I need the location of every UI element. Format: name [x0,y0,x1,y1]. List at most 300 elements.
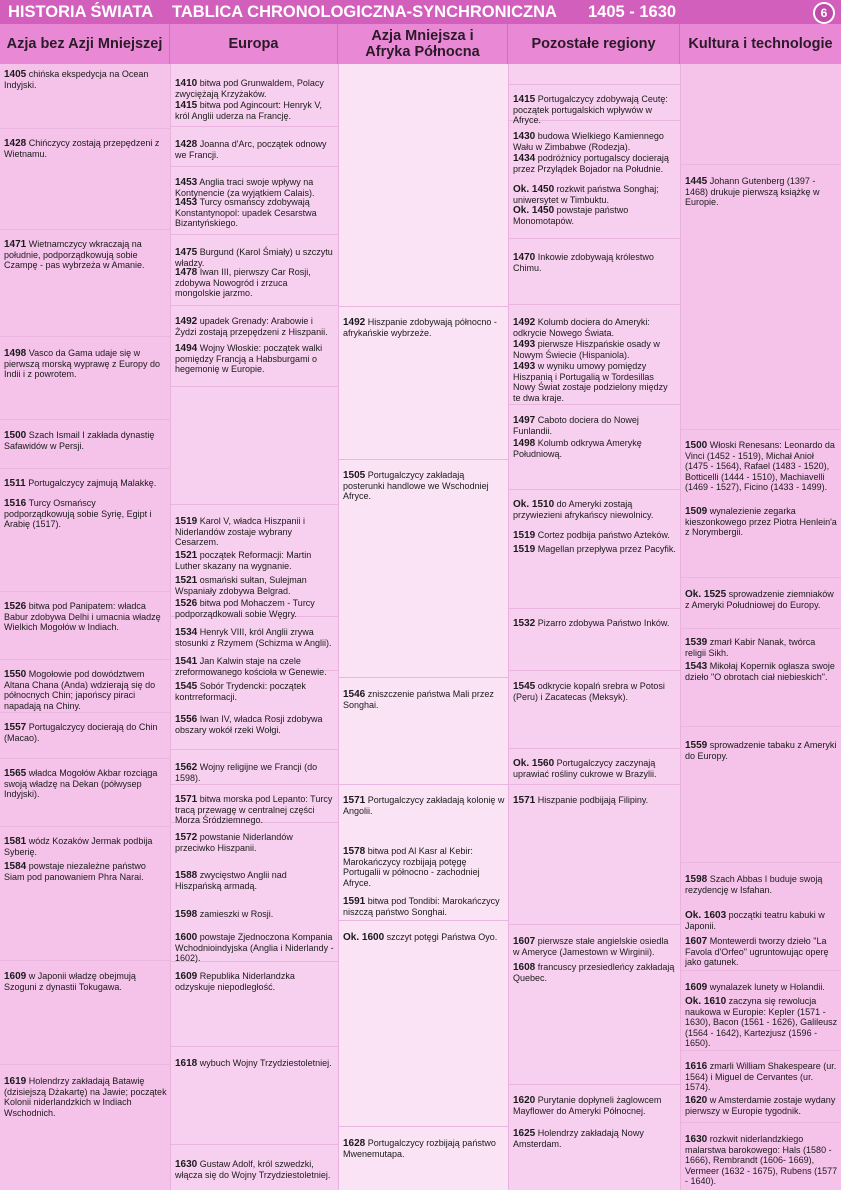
column-other-regions [508,64,680,1190]
timeline-entry-1571 [343,795,505,816]
entry-year: 1493 [513,339,536,350]
page-number-badge: 6 [813,2,835,24]
timeline-entry-1492 [175,316,335,337]
entry-year: Ok. 1610 [685,996,727,1007]
entry-text: Pizarro zdobywa Państwo Inków. [537,618,670,628]
entry-text: Szach Abbas I buduje swoją rezydencję w Isfahan. [685,874,823,896]
row-divider [171,386,338,387]
timeline-entry-ok-1510 [513,499,677,520]
entry-text: Portugalczycy zakładają kolonię w Angolii. [343,795,505,817]
entry-year: 1609 [685,982,708,993]
timeline-entry-1628 [343,1138,505,1159]
timeline-entry-1511 [4,478,167,489]
entry-text: Włoski Renesans: Leonardo da Vinci (1452 - 1519), Michał Anioł (1475 - 1564), Rafael (1483 - 1520), Botticelli (1444 - 1510), Machiavelli (1469 - 1527), Ficino (1433 - 1499). [685,440,835,492]
timeline-entry-ok-1450 [513,205,677,226]
timeline-entry-1546 [343,689,505,710]
entry-text: bitwa pod Tondibi: Marokańczycy niszczą państwo Songhai. [343,896,500,918]
entry-year: 1545 [175,681,198,692]
entry-text: początki teatru kabuki w Japonii. [685,910,825,932]
entry-year: 1475 [175,247,198,258]
entry-year: 1492 [343,317,366,328]
timeline-entry-1492 [343,317,505,338]
entry-text: Turcy Osmańscy podporządkowują sobie Syrię, Egipt i Arabię (1517). [4,498,152,530]
timeline-entry-ok-1600 [343,932,505,943]
entry-year: 1591 [343,896,366,907]
column-header-other-regions: Pozostałe regiony [508,24,680,64]
timeline-entry-1526 [175,598,335,619]
entry-year: 1430 [513,131,536,142]
timeline-entry-1526 [4,601,167,633]
row-divider [0,826,170,827]
row-divider [509,1084,680,1085]
entry-year: 1500 [685,440,708,451]
timeline-entry-1493 [513,361,677,403]
entry-text: Kolumb dociera do Ameryki: odkrycie Nowego Świata. [513,317,650,339]
entry-year: 1453 [175,197,198,208]
entry-text: Portugalczycy zaczynają uprawiać rośliny cukrowe w Brazylii. [513,758,657,780]
entry-year: 1607 [513,936,536,947]
timeline-entry-1625 [513,1128,677,1149]
column-header-asia-minor-africa: Azja Mniejsza i Afryka Północna [338,24,508,64]
entry-year: 1415 [513,94,536,105]
row-divider [0,468,170,469]
row-divider [339,1126,508,1127]
entry-text: Vasco da Gama udaje się w pierwszą morską wyprawę z Europy do Indii i z powrotem. [4,348,161,380]
timeline-entry-1532 [513,618,677,629]
timeline-entry-1550 [4,669,167,711]
entry-year: 1505 [343,470,366,481]
entry-year: 1550 [4,669,27,680]
entry-text: Chińczycy zostają przepędzeni z Wietnamu. [4,138,160,160]
row-divider [339,306,508,307]
timeline-entry-1497 [513,415,677,436]
entry-text: w Japonii władzę obejmują Szoguni z dynastii Tokugawa. [4,971,136,993]
entry-text: władca Mogołów Akbar rozciąga swoją władzę na Dekan (półwysep Indyjski). [4,768,158,800]
entry-text: Portugalczycy zdobywają Ceutę: początek portugalskich wpływów w Afryce. [513,94,668,126]
entry-year: 1607 [685,936,708,947]
timeline-entry-1415 [175,100,335,121]
row-divider [339,920,508,921]
row-divider [171,1144,338,1145]
timeline-entry-1620 [513,1095,677,1116]
entry-text: osmański sułtan, Sulejman Wspaniały zdobywa Belgrad. [175,575,307,597]
timeline-entry-1471 [4,239,167,271]
entry-year: 1494 [175,343,198,354]
entry-text: Sobór Trydencki: początek kontrreformacji. [175,681,306,703]
entry-year: 1516 [4,498,27,509]
title-bar [0,0,841,24]
timeline-entry-1588 [175,870,335,891]
entry-text: Hiszpanie podbijają Filipiny. [537,795,649,805]
row-divider [681,429,841,430]
entry-year: Ok. 1525 [685,589,727,600]
entry-year: 1559 [685,740,708,751]
entry-year: 1543 [685,661,708,672]
entry-text: Karol V, władca Hiszpanii i Niderlandów zostaje wybrany Cesarzem. [175,516,305,548]
row-divider [339,677,508,678]
entry-text: Mogołowie pod dowództwem Altana Chana (Anda) wdzierają się do północnych Chin; japońscy piraci napadają na Chiny. [4,669,156,711]
entry-text: Caboto dociera do Nowej Funlandii. [513,415,639,437]
timeline-entry-1598 [175,909,335,920]
entry-text: Cortez podbija państwo Azteków. [537,530,670,540]
entry-year: 1600 [175,932,198,943]
row-divider [171,234,338,235]
entry-year: Ok. 1450 [513,184,555,195]
timeline-entry-1581 [4,836,167,857]
entry-text: sprowadzenie tabaku z Ameryki do Europy. [685,740,837,762]
timeline-entry-1505 [343,470,505,502]
row-divider [681,164,841,165]
entry-year: 1572 [175,832,198,843]
column-culture [680,64,841,1190]
entry-year: 1565 [4,768,27,779]
entry-text: powstanie Niderlandów przeciwko Hiszpanii. [175,832,293,854]
entry-text: Jan Kalwin staje na czele zreformowanego kościoła w Genewie. [175,656,327,678]
timeline-entry-1453 [175,197,335,229]
entry-year: 1511 [4,478,26,489]
timeline-entry-1494 [175,343,335,375]
entry-text: początek Reformacji: Martin Luther skazany na wygnanie. [175,550,312,572]
timeline-entry-1541 [175,656,335,677]
timeline-entry-1619 [4,1076,167,1118]
row-divider [0,712,170,713]
timeline-entry-1618 [175,1058,335,1069]
entry-text: Holendrzy zakładają Nowy Amsterdam. [513,1128,644,1150]
timeline-entry-1591 [343,896,505,917]
entry-text: Montewerdi tworzy dzieło "La Favola d'Orfeo" ugruntowując operę jako gatunek. [685,936,829,968]
row-divider [171,305,338,306]
timeline-entry-1509 [685,506,838,538]
entry-year: 1471 [4,239,27,250]
entry-year: 1584 [4,861,27,872]
entry-year: 1562 [175,762,198,773]
row-divider [171,784,338,785]
entry-text: Wojny religijne we Francji (do 1598). [175,762,318,784]
entry-text: Wietnamczycy wkraczają na południe, podporządkowują sobie Czampę - pas wybrzeża w Amanie. [4,239,145,271]
row-divider [0,659,170,660]
year-range: 1405 - 1630 [588,3,677,21]
entry-text: Purytanie dopłyneli żaglowcem Mayflower do Ameryki Północnej. [513,1095,662,1117]
row-divider [171,749,338,750]
entry-text: zniszczenie państwa Mali przez Songhai. [343,689,494,711]
row-divider [0,419,170,420]
entry-text: Burgund (Karol Śmiały) u szczytu władzy. [175,247,333,269]
column-asia [0,64,170,1190]
entry-year: 1609 [175,971,198,982]
timeline-entry-1519 [513,544,677,555]
timeline-entry-1498 [513,438,677,459]
row-divider [681,628,841,629]
timeline-entry-1565 [4,768,167,800]
entry-year: 1588 [175,870,198,881]
row-divider [171,1046,338,1047]
timeline-entry-1430 [513,131,677,152]
entry-year: 1521 [175,575,198,586]
entry-text: powstaje niezależne państwo Siam pod panowaniem Phra Narai. [4,861,146,883]
row-divider [0,336,170,337]
entry-text: wynalazek lunety w Holandii. [709,982,825,992]
row-divider [509,748,680,749]
entry-year: 1608 [513,962,536,973]
entry-text: Portugalczycy zajmują Malakkę. [28,478,157,488]
entry-year: 1445 [685,176,708,187]
timeline-entry-1415 [513,94,677,126]
timeline-entry-1492 [513,317,677,338]
entry-year: Ok. 1560 [513,758,555,769]
timeline-entry-1598 [685,874,838,895]
timeline-entry-1521 [175,575,335,596]
entry-year: 1545 [513,681,536,692]
entry-text: zwycięstwo Anglii nad Hiszpańską armadą. [175,870,287,892]
entry-year: 1519 [175,516,198,527]
entry-text: Kolumb odkrywa Amerykę Południową. [513,438,642,460]
entry-year: 1598 [175,909,198,920]
entry-text: rozkwit państwa Songhaj; uniwersytet w Timbuktu. [513,184,659,206]
entry-text: budowa Wielkiego Kamiennego Wału w Zimbabwe (Rodezja). [513,131,664,153]
timeline-entry-1607 [513,936,677,957]
row-divider [509,404,680,405]
timeline-entry-1600 [175,932,335,964]
row-divider [681,1050,841,1051]
entry-text: rozkwit niderlandzkiego malarstwa barokowego: Hals (1580 - 1666), Rembrandt (1606- 1669), Vermeer (1632 - 1675), Rubens (1577 - 1640). [685,1134,838,1186]
row-divider [681,726,841,727]
entry-year: 1598 [685,874,708,885]
entry-text: szczyt potęgi Państwa Oyo. [386,932,498,942]
entry-year: 1620 [513,1095,536,1106]
entry-text: bitwa pod Al Kasr al Kebir: Marokańczycy rozbijają potęgę Portugalii w północno - zachodniej Afryce. [343,846,480,888]
row-divider [509,238,680,239]
entry-text: zmarł Kabir Nanak, twórca religii Sikh. [685,637,816,659]
entry-text: Portugalczycy docierają do Chin (Macao). [4,722,158,744]
row-divider [509,670,680,671]
entry-year: Ok. 1510 [513,499,555,510]
row-divider [509,924,680,925]
entry-year: 1534 [175,627,198,638]
entry-year: 1618 [175,1058,198,1069]
timeline-entry-ok-1560 [513,758,677,779]
entry-text: Holendrzy zakładają Batawię (dzisiejszą Dżakartę) na Jawie; początek Kolonii niderlandzkich w Indiach Wschodnich. [4,1076,167,1118]
entry-text: Portugalczycy rozbijają państwo Mwenemutapa. [343,1138,496,1160]
timeline-entry-1630 [175,1159,335,1180]
entry-year: Ok. 1603 [685,910,727,921]
entry-text: w wyniku umowy pomiędzy Hiszpanią i Portugalią w Tordesillas Nowy Świat zostaje podzielony między te dwa kraje. [513,361,668,403]
entry-year: 1500 [4,430,27,441]
timeline-entry-1475 [175,247,335,268]
entry-year: 1498 [513,438,536,449]
timeline-entry-1478 [175,267,335,299]
entry-text: bitwa morska pod Lepanto: Turcy tracą przewagę w centralnej części Morza Śródziemnego. [175,794,333,826]
timeline-entry-1571 [513,795,677,806]
entry-text: Republika Niderlandzka odzyskuje niepodległość. [175,971,295,993]
entry-text: Johann Gutenberg (1397 - 1468) drukuje pierwszą książkę w Europie. [685,176,820,208]
row-divider [681,862,841,863]
row-divider [681,970,841,971]
entry-text: Portugalczycy zakładają posterunki handlowe we Wschodniej Afryce. [343,470,489,502]
entry-year: 1630 [175,1159,198,1170]
timeline-entry-1562 [175,762,335,783]
entry-text: Mikołaj Kopernik ogłasza swoje dzieło "O obrotach ciał niebieskich". [685,661,835,683]
row-divider [171,126,338,127]
entry-text: do Ameryki zostają przywiezieni afrykańscy niewolnicy. [513,499,654,521]
entry-year: 1625 [513,1128,536,1139]
entry-year: 1428 [175,139,198,150]
timeline-entry-1572 [175,832,335,853]
row-divider [0,591,170,592]
entry-year: 1526 [4,601,27,612]
entry-year: 1521 [175,550,198,561]
entry-year: 1492 [513,317,536,328]
timeline-entry-1556 [175,714,335,735]
timeline-entry-1543 [685,661,838,682]
entry-year: 1453 [175,177,198,188]
entry-year: 1571 [513,795,536,806]
entry-text: sprowadzenie ziemniaków z Ameryki Południowej do Europy. [685,589,834,611]
entry-year: 1620 [685,1095,708,1106]
timeline-entry-1557 [4,722,167,743]
entry-year: 1557 [4,722,27,733]
entry-year: 1539 [685,637,708,648]
entry-text: pierwsze stałe angielskie osiedla w Ameryce (Jamestown w Wirginii). [513,936,669,958]
entry-text: francuscy przesiedleńcy zakładają Quebec. [513,962,675,984]
timeline-entry-1584 [4,861,167,882]
entry-year: 1619 [4,1076,27,1087]
timeline-entry-1493 [513,339,677,360]
row-divider [339,459,508,460]
entry-year: 1410 [175,78,198,89]
entry-text: pierwsze Hiszpańskie osady w Nowym Świecie (Hispaniola). [513,339,660,361]
timeline-entry-1500 [685,440,838,492]
page-subtitle: TABLICA CHRONOLOGICZNA-SYNCHRONICZNA [172,3,557,21]
entry-text: Joanna d'Arc, początek odnowy we Francji. [175,139,327,161]
entry-year: 1628 [343,1138,366,1149]
entry-text: Gustaw Adolf, król szwedzki, włącza się do Wojny Trzydziestoletniej. [175,1159,331,1181]
entry-year: 1581 [4,836,27,847]
timeline-entry-1445 [685,176,838,208]
page-title: HISTORIA ŚWIATA [8,3,154,21]
row-divider [0,128,170,129]
entry-year: 1405 [4,69,27,80]
column-asia-minor-africa [338,64,508,1190]
timeline-entry-1519 [513,530,677,541]
entry-text: upadek Grenady: Arabowie i Żydzi zostają przepędzeni z Hiszpanii. [175,316,328,338]
row-divider [509,304,680,305]
row-divider [681,1122,841,1123]
entry-text: zamieszki w Rosji. [199,909,274,919]
timeline-entry-1498 [4,348,167,380]
timeline-entry-1608 [513,962,677,983]
timeline-entry-1534 [175,627,335,648]
timeline-entry-1620 [685,1095,838,1116]
timeline-entry-1539 [685,637,838,658]
row-divider [681,577,841,578]
entry-text: wódz Kozaków Jermak podbija Syberię. [4,836,153,858]
row-divider [509,784,680,785]
row-divider [0,1064,170,1065]
timeline-entry-1609 [4,971,167,992]
entry-year: 1556 [175,714,198,725]
entry-text: zaczyna się rewolucja naukowa w Europie: Kepler (1571 - 1630), Bacon (1561 - 1626), Galileusz (1564 - 1642), Kartezjusz (1596 - 1650). [685,996,838,1048]
entry-text: wybuch Wojny Trzydziestoletniej. [199,1058,332,1068]
row-divider [509,84,680,85]
column-header-europe: Europa [170,24,338,64]
timeline-entry-1410 [175,78,335,99]
entry-year: 1509 [685,506,708,517]
entry-year: 1415 [175,100,198,111]
row-divider [171,504,338,505]
entry-text: Magellan przepływa przez Pacyfik. [537,544,676,554]
timeline-entry-ok-1525 [685,589,838,610]
row-divider [509,608,680,609]
entry-text: chińska ekspedycja na Ocean Indyjski. [4,69,149,91]
column-header-asia: Azja bez Azji Mniejszej [0,24,170,64]
entry-text: Inkowie zdobywają królestwo Chimu. [513,252,654,274]
timeline-entry-1607 [685,936,838,968]
entry-year: 1526 [175,598,198,609]
entry-text: Henryk VIII, król Anglii zrywa stosunki z Rzymem (Schizma w Anglii). [175,627,332,649]
entry-text: Szach Ismail I zakłada dynastię Safawidów w Persji. [4,430,155,452]
entry-text: bitwa pod Grunwaldem, Polacy zwyciężają Krzyżaków. [175,78,324,100]
entry-year: 1434 [513,153,536,164]
entry-year: 1541 [175,656,198,667]
column-europe [170,64,338,1190]
timeline-entry-1616 [685,1061,838,1093]
timeline-entry-1609 [685,982,838,993]
entry-year: 1609 [4,971,27,982]
entry-year: 1497 [513,415,536,426]
entry-year: 1470 [513,252,536,263]
entry-text: bitwa pod Agincourt: Henryk V, król Anglii uderza na Francję. [175,100,323,122]
entry-year: 1571 [343,795,366,806]
row-divider [0,960,170,961]
entry-year: 1519 [513,544,536,555]
entry-text: powstaje Zjednoczona Kompania Wchodnioindyjska (Anglia i Niderlandy - 1602). [175,932,334,964]
timeline-entry-1405 [4,69,167,90]
entry-year: 1519 [513,530,536,541]
entry-text: w Amsterdamie zostaje wydany pierwszy w Europie tygodnik. [685,1095,836,1117]
entry-year: 1578 [343,846,366,857]
timeline-entry-1453 [175,177,335,198]
timeline-entry-1519 [175,516,335,548]
timeline-entry-1428 [4,138,167,159]
entry-text: Anglia traci swoje wpływy na Kontynencie (za wyjątkiem Calais). [175,177,315,199]
column-header-culture: Kultura i technologie [680,24,841,64]
row-divider [0,758,170,759]
timeline-entry-1516 [4,498,167,530]
entry-year: 1493 [513,361,536,372]
entry-year: 1498 [4,348,27,359]
row-divider [509,489,680,490]
timeline-entry-1609 [175,971,335,992]
entry-year: 1532 [513,618,536,629]
entry-text: zmarli William Shakespeare (ur. 1564) i Miguel de Cervantes (ur. 1574). [685,1061,837,1093]
entry-text: podróżnicy portugalscy docierają przez Przylądek Bojador na Południe. [513,153,669,175]
timeline-entry-ok-1450 [513,184,677,205]
row-divider [0,229,170,230]
entry-year: 1428 [4,138,27,149]
timeline-entry-1428 [175,139,335,160]
row-divider [171,166,338,167]
entry-text: Turcy osmańscy zdobywają Konstantynopol: upadek Cesarstwa Bizantyńskiego. [175,197,317,229]
row-divider [339,784,508,785]
timeline-entry-ok-1610 [685,996,838,1048]
entry-year: 1546 [343,689,366,700]
timeline-entry-1500 [4,430,167,451]
entry-text: Hiszpanie zdobywają północno - afrykańskie wybrzeże. [343,317,497,339]
entry-text: wynalezienie zegarka kieszonkowego przez Piotra Henlein'a z Norymbergii. [685,506,837,538]
timeline-entry-1630 [685,1134,838,1186]
entry-text: bitwa pod Panipatem: władca Babur zdobywa Delhi i umacnia władzę Wielkich Mogołów w Indiach. [4,601,161,633]
timeline-entry-1470 [513,252,677,273]
